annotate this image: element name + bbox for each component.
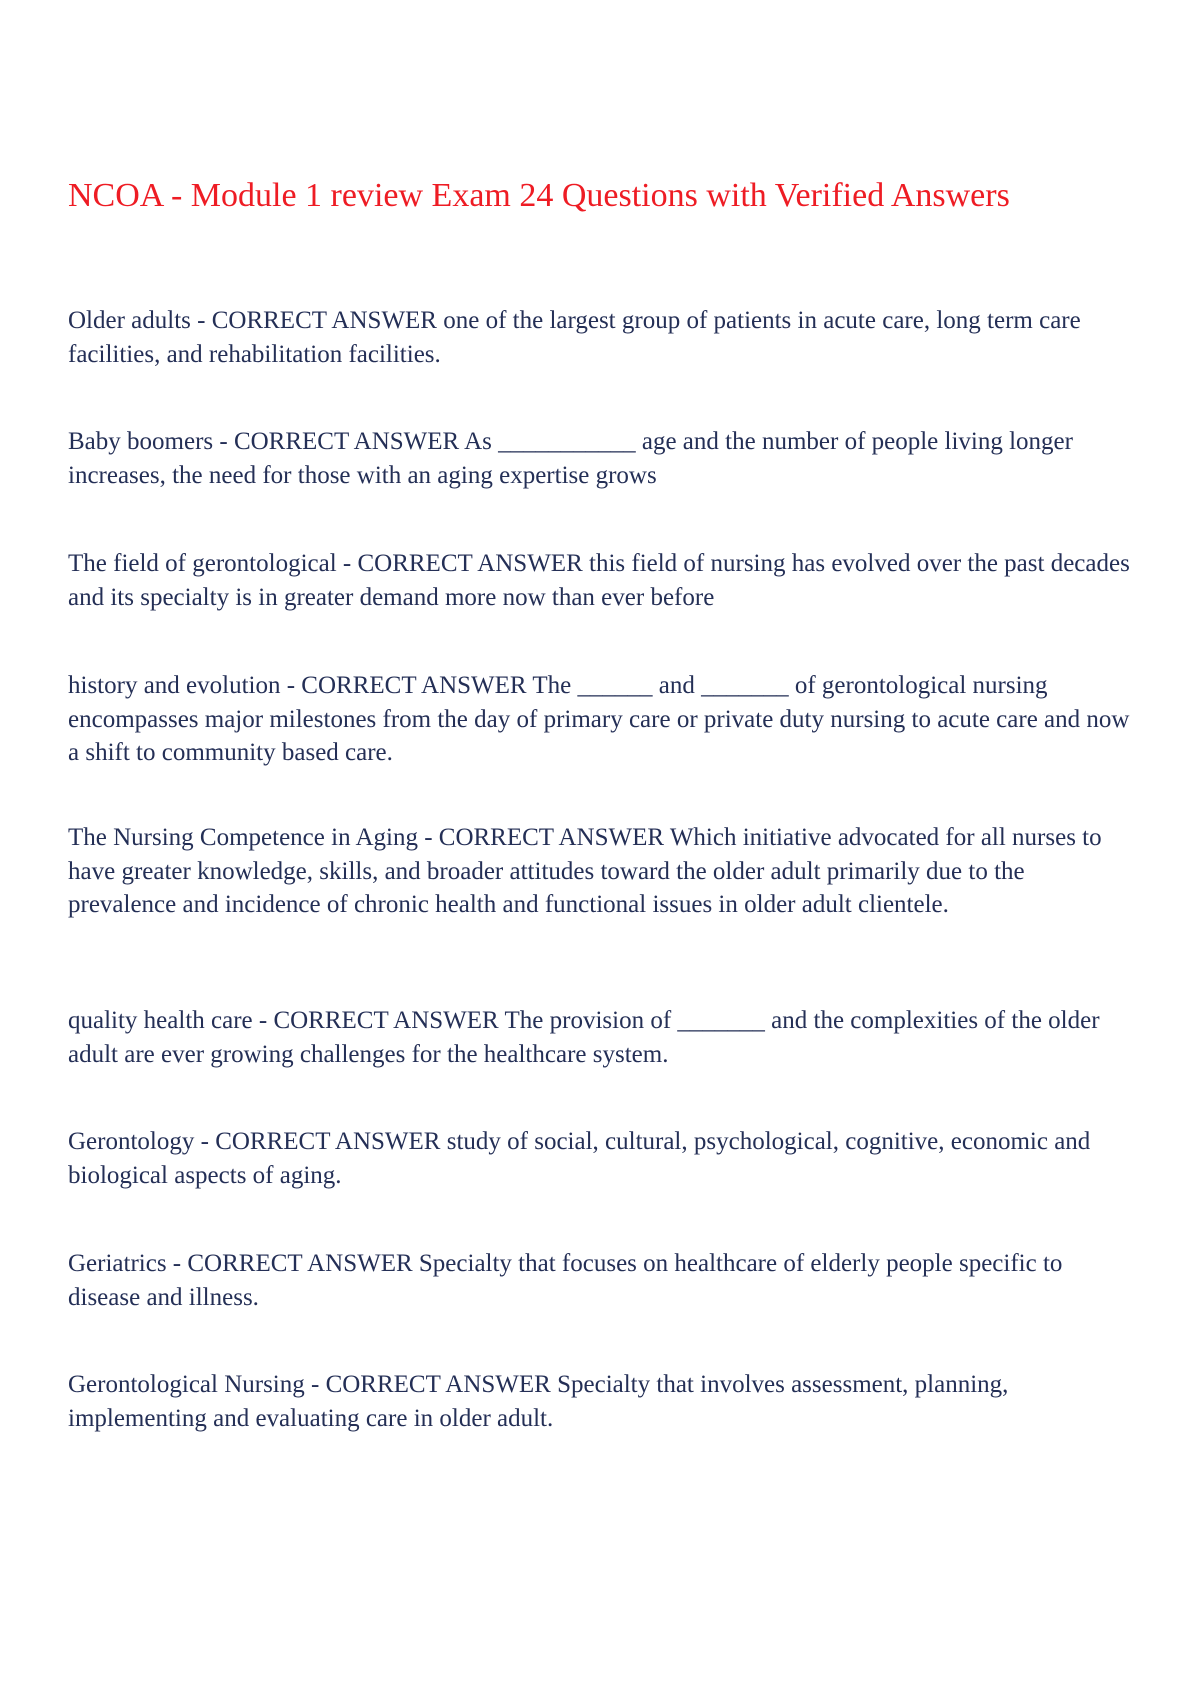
document-title: NCOA - Module 1 review Exam 24 Questions with Verified Answers <box>68 177 1010 214</box>
qa-entry-text: Older adults - CORRECT ANSWER one of the largest group of patients in acute care, long term care facilities, and rehabilitation facilities. <box>68 307 1081 368</box>
qa-entry-text: Gerontological Nursing - CORRECT ANSWER Specialty that involves assessment, planning, implementing and evaluating care in older adult. <box>68 1371 1009 1432</box>
qa-entry <box>68 1247 1138 1314</box>
qa-entry <box>68 425 1138 492</box>
qa-entry-text: history and evolution - CORRECT ANSWER The ______ and _______ of gerontological nursing encompasses major milestones from the day of primary care or private duty nursing to acute care and now a shift to community based care. <box>68 672 1130 766</box>
qa-entry-text: Gerontology - CORRECT ANSWER study of social, cultural, psychological, cognitive, economic and biological aspects of aging. <box>68 1128 1091 1189</box>
qa-entry <box>68 669 1138 770</box>
qa-entry-text: quality health care - CORRECT ANSWER The provision of _______ and the complexities of the older adult are ever growing challenges for the healthcare system. <box>68 1007 1100 1068</box>
qa-entry <box>68 1004 1138 1071</box>
qa-entry <box>68 547 1138 614</box>
qa-entry <box>68 821 1138 922</box>
qa-entry-text: The Nursing Competence in Aging - CORRECT ANSWER Which initiative advocated for all nurses to have greater knowledge, skills, and broader attitudes toward the older adult primarily due to the prevalence and incidence of chronic health and functional issues in older adult clientele. <box>68 824 1102 918</box>
qa-entry <box>68 304 1138 371</box>
qa-entry <box>68 1368 1138 1435</box>
qa-entry <box>68 1125 1138 1192</box>
qa-entry-text: Geriatrics - CORRECT ANSWER Specialty that focuses on healthcare of elderly people specific to disease and illness. <box>68 1250 1063 1311</box>
qa-entry-text: The field of gerontological - CORRECT ANSWER this field of nursing has evolved over the past decades and its specialty is in greater demand more now than ever before <box>68 550 1130 611</box>
qa-entry-text: Baby boomers - CORRECT ANSWER As ___________ age and the number of people living longer increases, the need for those with an aging expertise grows <box>68 428 1073 489</box>
